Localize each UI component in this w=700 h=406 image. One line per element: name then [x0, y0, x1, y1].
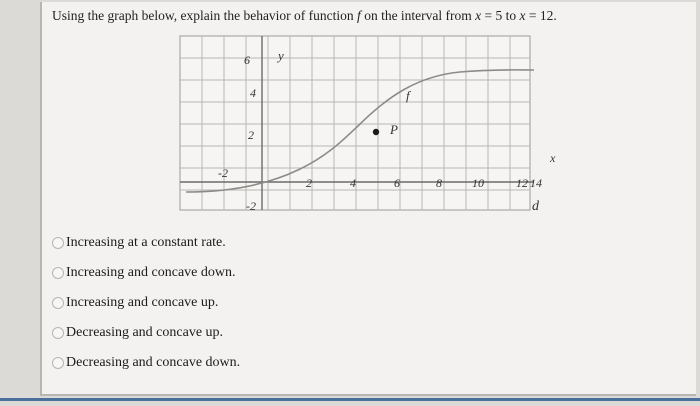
handwritten-mark: d	[532, 199, 539, 214]
option-constant-rate[interactable]	[52, 228, 240, 258]
answer-options	[52, 228, 240, 378]
x-tick-label: 8	[436, 176, 442, 190]
option-label: Increasing and concave up.	[66, 295, 219, 310]
x-axis-label-text: x	[550, 151, 556, 165]
y-tick-label: -2	[246, 199, 256, 213]
point-p	[373, 129, 379, 135]
option-increasing-concave-down[interactable]	[52, 258, 240, 288]
option-increasing-concave-up[interactable]	[52, 288, 240, 318]
option-label: Decreasing and concave up.	[66, 325, 224, 340]
curve-label: f	[406, 88, 410, 103]
x-tick-label: 12	[516, 176, 528, 190]
x-tick-label: -2	[218, 166, 228, 180]
radio-button[interactable]	[52, 357, 64, 369]
graph-svg	[178, 34, 556, 214]
radio-button[interactable]	[52, 297, 64, 309]
option-label: Increasing at a constant rate.	[66, 235, 226, 250]
radio-button[interactable]	[52, 327, 64, 339]
x-tick-label: 14	[530, 176, 542, 190]
option-decreasing-concave-up[interactable]	[52, 318, 240, 348]
question-text: Using the graph below, explain the behavior of function f on the interval from x = 5 to x = 12.	[52, 8, 557, 23]
question-card	[40, 2, 696, 396]
y-axis-label: y	[278, 48, 284, 63]
x-tick-label: 10	[472, 176, 484, 190]
option-label: Decreasing and concave down.	[66, 355, 241, 370]
x-tick-label: 2	[306, 176, 312, 190]
bottom-divider	[0, 398, 700, 401]
y-tick-label: 4	[250, 86, 256, 100]
x-tick-label: 4	[350, 176, 356, 190]
function-graph	[178, 34, 556, 214]
y-tick-label: 2	[248, 128, 254, 142]
x-tick-label: 6	[394, 176, 400, 190]
option-label: Increasing and concave down.	[66, 265, 236, 280]
radio-button[interactable]	[52, 237, 64, 249]
point-p-label: P	[390, 122, 398, 137]
option-decreasing-concave-down[interactable]	[52, 348, 240, 378]
y-tick-label: 6	[244, 53, 250, 67]
radio-button[interactable]	[52, 267, 64, 279]
